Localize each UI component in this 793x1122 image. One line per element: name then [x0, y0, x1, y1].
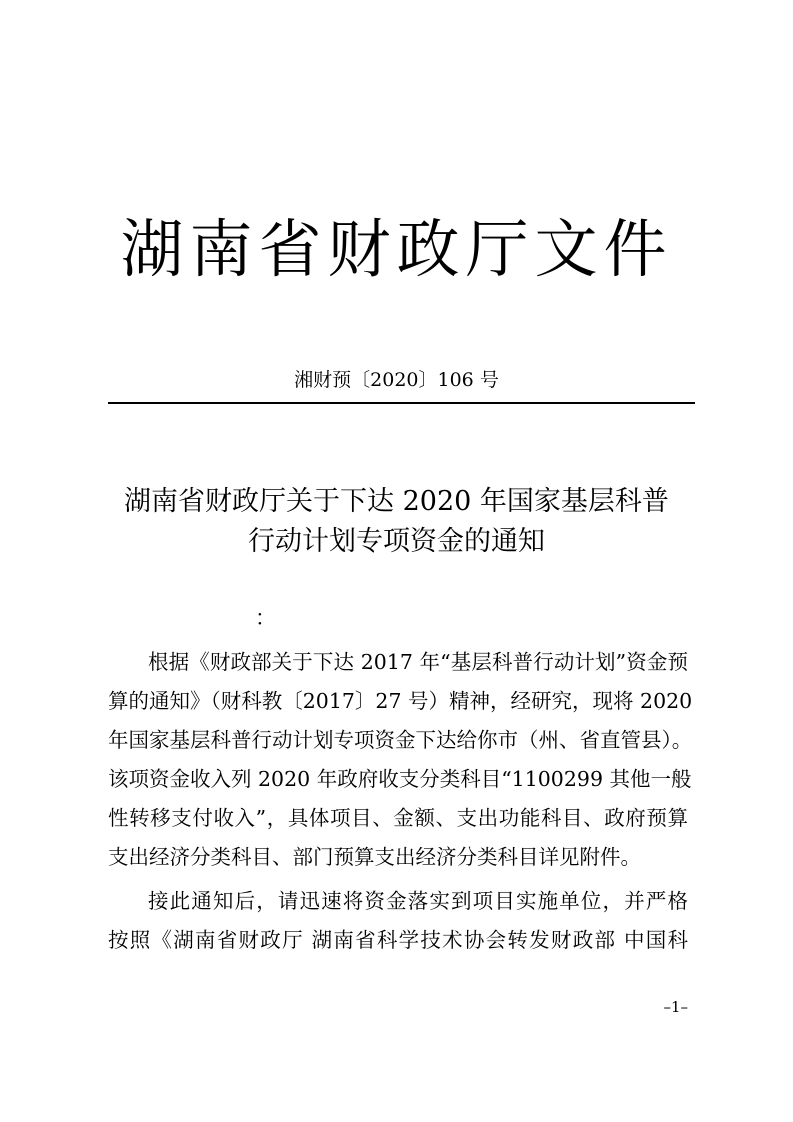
salutation: ： — [255, 606, 276, 630]
page-number: –1– — [663, 998, 688, 1016]
notice-title-line-1: 湖南省财政厅关于下达 2020 年国家基层科普 — [124, 486, 669, 517]
body-line-7: 接此通知后，请迅速将资金落实到项目实施单位，并严格 — [148, 889, 688, 913]
header-separator-line — [108, 402, 695, 404]
body-line-5: 性转移支付收入”，具体项目、金额、支出功能科目、政府预算 — [108, 806, 688, 830]
notice-title-line-2: 行动计划专项资金的通知 — [248, 526, 545, 557]
body-line-8: 按照《湖南省财政厅 湖南省科学技术协会转发财政部 中国科 — [108, 928, 688, 952]
body-line-1: 根据《财政部关于下达 2017 年“基层科普行动计划”资金预 — [148, 650, 688, 674]
body-line-4: 该项资金收入列 2020 年政府收支分类科目“1100299 其他一般 — [108, 767, 692, 791]
document-header: 湖南省财政厅文件 — [120, 213, 673, 286]
body-line-3: 年国家基层科普行动计划专项资金下达给你市（州、省直管县）。 — [108, 728, 693, 752]
body-line-6: 支出经济分类科目、部门预算支出经济分类科目详见附件。 — [108, 845, 641, 869]
body-line-2: 算的通知》（财科教〔2017〕27 号）精神，经研究，现将 2020 — [108, 689, 693, 713]
document-number: 湘财预〔2020〕106 号 — [294, 369, 499, 391]
